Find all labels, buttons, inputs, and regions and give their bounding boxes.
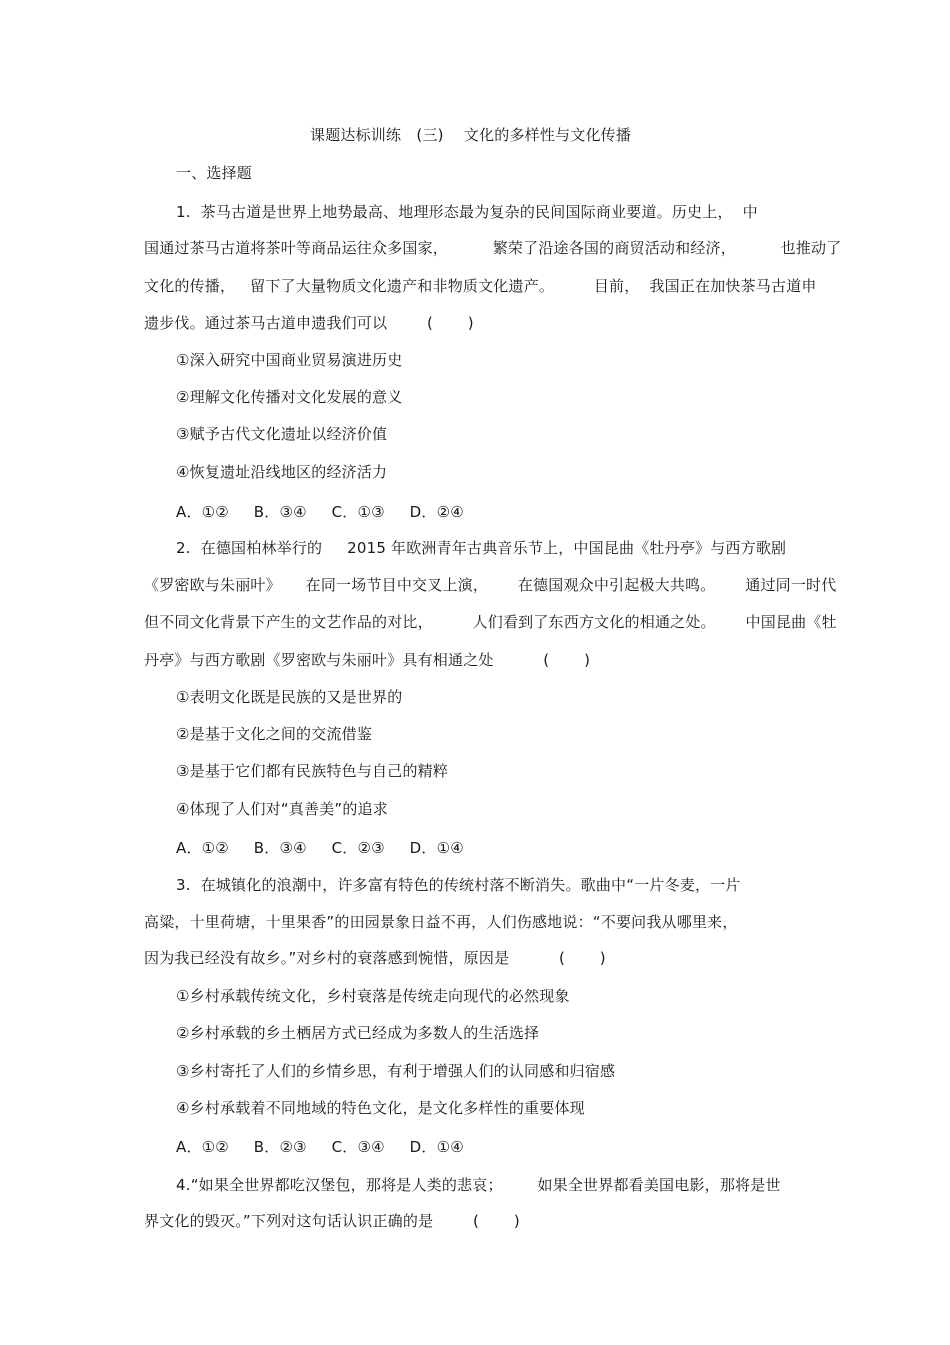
question-stem-line: 界文化的毁灭。”下列对这句话认识正确的是 ( ) — [144, 1212, 520, 1230]
statement-option: ①表明文化既是民族的又是世界的 — [176, 688, 403, 706]
question-stem-line: 遗步伐。通过茶马古道申遗我们可以 ( ) — [144, 314, 474, 332]
question-stem-line: 2. 在德国柏林举行的 2015 年欧洲青年古典音乐节上，中国昆曲《牡丹亭》与西方歌剧 — [176, 539, 787, 557]
statement-option: ④恢复遗址沿线地区的经济活力 — [176, 463, 388, 481]
statement-option: ①深入研究中国商业贸易演进历史 — [176, 351, 403, 369]
statement-option: ③是基于它们都有民族特色与自己的精粹 — [176, 762, 449, 780]
question-stem-line: 但不同文化背景下产生的文艺作品的对比， 人们看到了东西方文化的相通之处。 中国昆曲《牡 — [144, 613, 837, 631]
statement-option: ②乡村承载的乡土栖居方式已经成为多数人的生活选择 — [176, 1024, 540, 1042]
doc-title: 课题达标训练 (三) 文化的多样性与文化传播 — [310, 126, 632, 144]
statement-option: ④体现了人们对“真善美”的追求 — [176, 800, 388, 818]
statement-option: ③乡村寄托了人们的乡情乡思，有利于增强人们的认同感和归宿感 — [176, 1062, 616, 1080]
answer-choices: A．①② B．②③ C．③④ D．①④ — [176, 1138, 464, 1156]
question-stem-line: 《罗密欧与朱丽叶》 在同一场节目中交叉上演， 在德国观众中引起极大共鸣。 通过同一时代 — [144, 576, 837, 594]
statement-option: ②是基于文化之间的交流借鉴 — [176, 725, 373, 743]
question-stem-line: 3. 在城镇化的浪潮中，许多富有特色的传统村落不断消失。歌曲中“一片冬麦，一片 — [176, 876, 741, 894]
statement-option: ④乡村承载着不同地域的特色文化，是文化多样性的重要体现 — [176, 1099, 585, 1117]
section-heading: 一、选择题 — [176, 164, 253, 182]
question-stem-line: 因为我已经没有故乡。”对乡村的衰落感到惋惜，原因是 ( ) — [144, 949, 606, 967]
statement-option: ②理解文化传播对文化发展的意义 — [176, 388, 403, 406]
statement-option: ①乡村承载传统文化，乡村衰落是传统走向现代的必然现象 — [176, 987, 570, 1005]
question-stem-line: 4.“如果全世界都吃汉堡包，那将是人类的悲哀； 如果全世界都看美国电影，那将是世 — [176, 1176, 781, 1194]
question-stem-line: 国通过茶马古道将茶叶等商品运往众多国家， 繁荣了沿途各国的商贸活动和经济， 也推动了 — [144, 239, 842, 257]
answer-choices: A．①② B．③④ C．②③ D．①④ — [176, 839, 464, 857]
answer-choices: A．①② B．③④ C．①③ D．②④ — [176, 503, 464, 521]
question-stem-line: 丹亭》与西方歌剧《罗密欧与朱丽叶》具有相通之处 ( ) — [144, 651, 591, 669]
question-stem-line: 文化的传播， 留下了大量物质文化遗产和非物质文化遗产。 目前， 我国正在加快茶马古道申 — [144, 277, 817, 295]
question-stem-line: 高粱，十里荷塘，十里果香”的田园景象日益不再，人们伤感地说：“不要问我从哪里来， — [144, 913, 738, 931]
question-stem-line: 1. 茶马古道是世界上地势最高、地理形态最为复杂的民间国际商业要道。历史上， 中 — [176, 203, 758, 221]
statement-option: ③赋予古代文化遗址以经济价值 — [176, 425, 388, 443]
